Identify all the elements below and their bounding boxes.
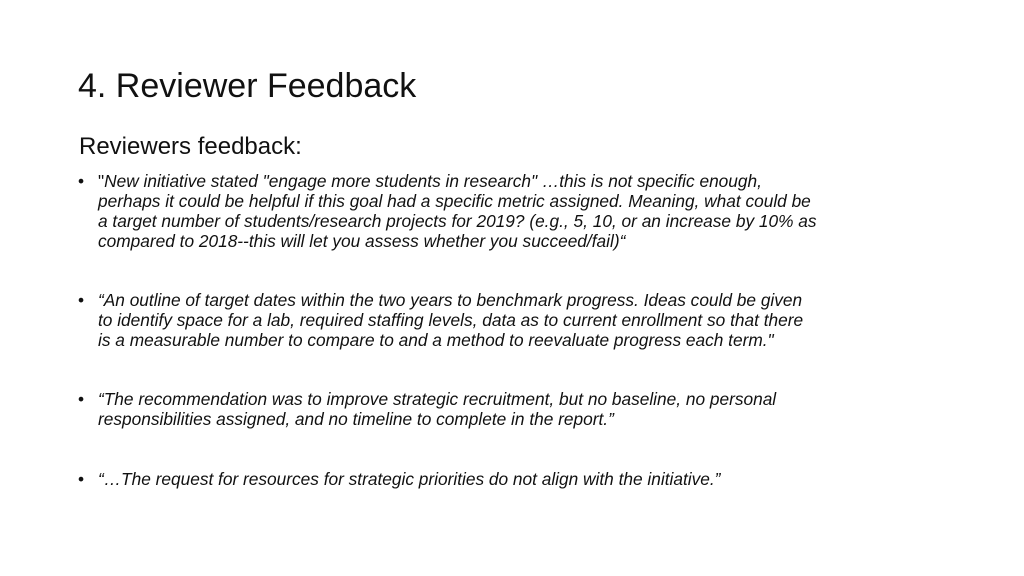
bullet-icon: • <box>78 290 85 310</box>
feedback-item <box>78 469 958 489</box>
feedback-item <box>78 290 958 350</box>
slide-title: 4. Reviewer Feedback <box>78 67 417 105</box>
feedback-body: New initiative stated "engage more students in research" …this is not specific enough, perhaps it could be helpful if this goal had a specific metric assigned. Meaning, what could be a target number of students/research projects for 2019? (e.g., 5, 10, or an increase by 10% as compared to 2018--this will let you assess whether you succeed/fail)“ <box>98 171 817 251</box>
bullet-icon: • <box>78 171 85 191</box>
feedback-text: “The recommendation was to improve strategic recruitment, but no baseline, no personal responsibilities assigned, and no timeline to complete in the report.” <box>98 389 777 429</box>
feedback-text <box>98 171 958 251</box>
feedback-open-quote: " <box>98 171 105 191</box>
feedback-text: “…The request for resources for strategic priorities do not align with the initiative.” <box>98 469 721 489</box>
bullet-icon: • <box>78 469 85 489</box>
feedback-text: “An outline of target dates within the two years to benchmark progress. Ideas could be given to identify space for a lab, required staffing levels, data as to current enrollment so that there is a measurable number to compare to and a method to reevaluate progress each term." <box>98 290 804 350</box>
feedback-item <box>78 389 958 429</box>
feedback-item <box>78 171 958 251</box>
bullet-icon: • <box>78 389 85 409</box>
slide-subtitle: Reviewers feedback: <box>79 133 302 160</box>
